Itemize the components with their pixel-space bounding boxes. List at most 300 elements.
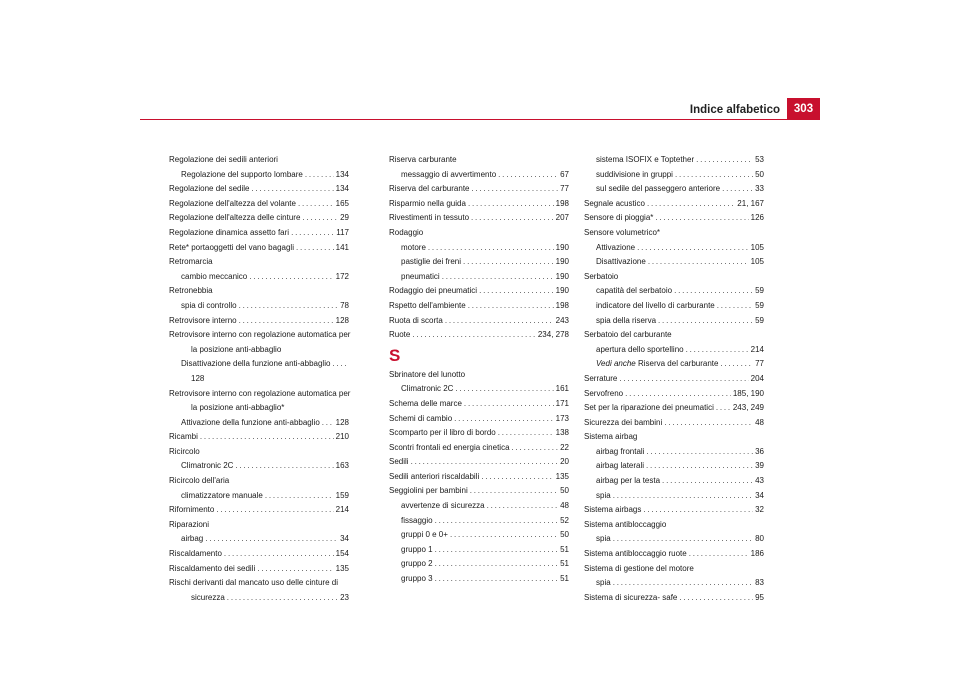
entry-label: gruppi 0 e 0+ — [401, 530, 448, 540]
dot-leader — [265, 489, 334, 504]
entry-label: Rifornimento — [169, 505, 215, 515]
index-subentry — [169, 299, 349, 314]
page-ref: 22 — [560, 442, 569, 452]
page-ref: 33 — [755, 184, 764, 194]
index-heading — [389, 153, 569, 168]
index-subentry — [584, 255, 764, 270]
index-continuation — [169, 372, 349, 387]
entry-label: Ruote — [389, 330, 411, 340]
entry-label: gruppo 1 — [401, 544, 433, 554]
dot-leader — [662, 474, 753, 489]
dot-leader — [257, 562, 333, 577]
page-ref: 190 — [555, 286, 569, 296]
page-ref: 117 — [336, 227, 349, 237]
entry-label: Ruota di scorta — [389, 315, 443, 325]
index-entry — [169, 241, 349, 256]
dot-leader — [442, 270, 554, 285]
index-entry — [584, 197, 764, 212]
index-entry — [389, 441, 569, 456]
index-entry — [389, 284, 569, 299]
dot-leader — [205, 532, 338, 547]
index-entry — [389, 426, 569, 441]
index-entry — [169, 314, 349, 329]
header-rule — [140, 119, 820, 120]
entry-label: spia — [596, 578, 611, 588]
dot-leader — [647, 197, 735, 212]
page-ref: 32 — [755, 505, 764, 515]
entry-label: Rete* portaoggetti del vano bagagli — [169, 242, 294, 252]
page-ref: 52 — [560, 515, 569, 525]
dot-leader — [696, 153, 753, 168]
index-entry — [169, 503, 349, 518]
index-entry — [584, 503, 764, 518]
section-letter: S — [389, 345, 401, 365]
index-subentry — [584, 168, 764, 183]
entry-label: Riserva carburante — [389, 155, 457, 164]
page-ref: 198 — [555, 300, 569, 310]
dot-leader — [252, 182, 334, 197]
index-subentry — [584, 459, 764, 474]
dot-leader — [674, 284, 753, 299]
entry-label: suddivisione in gruppi — [596, 169, 673, 179]
index-subentry — [389, 528, 569, 543]
index-heading — [169, 576, 349, 591]
entry-label: Riscaldamento — [169, 549, 222, 559]
dot-leader — [613, 489, 753, 504]
index-entry — [169, 562, 349, 577]
dot-leader — [619, 372, 748, 387]
page-ref: 50 — [560, 530, 569, 540]
entry-label: Servofreno — [584, 388, 624, 398]
dot-leader — [470, 484, 558, 499]
entry-label: Segnale acustico — [584, 198, 645, 208]
page-ref: 48 — [755, 417, 764, 427]
entry-label: Sistema antibloccaggio ruote — [584, 549, 687, 559]
dot-leader — [658, 314, 753, 329]
index-entry — [389, 484, 569, 499]
index-subentry — [584, 343, 764, 358]
page-ref: 29 — [340, 213, 349, 223]
index-column-3 — [584, 153, 764, 605]
index-subentry — [584, 284, 764, 299]
entry-label: Scontri frontali ed energia cinetica — [389, 442, 510, 452]
entry-label: capatità del serbatoio — [596, 286, 673, 296]
page-ref: 51 — [560, 544, 569, 554]
entry-label: Retrovisore interno con regolazione automatica per — [169, 388, 351, 398]
page-ref: 83 — [755, 578, 764, 588]
index-subentry — [584, 445, 764, 460]
page-ref: 78 — [340, 300, 349, 310]
entry-label: climatizzatore manuale — [181, 490, 263, 500]
index-entry — [169, 211, 349, 226]
index-entry — [389, 328, 569, 343]
entry-label: Sistema di gestione del motore — [584, 563, 694, 573]
page-ref: 39 — [755, 461, 764, 471]
index-subentry — [584, 489, 764, 504]
page-ref: 126 — [750, 213, 764, 223]
dot-leader — [686, 343, 749, 358]
dot-leader — [643, 503, 753, 518]
index-entry — [169, 197, 349, 212]
index-subentry — [169, 591, 349, 606]
index-entry — [389, 182, 569, 197]
index-subentry — [584, 182, 764, 197]
page-ref: 234, 278 — [537, 330, 569, 340]
entry-label: Schema delle marce — [389, 398, 462, 408]
index-subentry — [584, 153, 764, 168]
page-ref: 171 — [555, 398, 569, 408]
entry-label: messaggio di avvertimento — [401, 169, 497, 179]
dot-leader — [717, 299, 753, 314]
dot-leader — [720, 357, 753, 372]
dot-leader — [613, 576, 753, 591]
entry-label: Rodaggio — [389, 227, 424, 237]
entry-label: Riscaldamento dei sedili — [169, 563, 256, 573]
index-heading — [169, 328, 349, 343]
page-ref: 243 — [555, 315, 569, 325]
dot-leader — [479, 284, 554, 299]
page-number-badge: 303 — [787, 98, 820, 119]
index-subentry — [389, 543, 569, 558]
index-heading — [169, 255, 349, 270]
page-ref: 207 — [555, 213, 569, 223]
index-subentry — [389, 514, 569, 529]
page-ref: 190 — [555, 242, 569, 252]
entry-label: la posizione anti-abbaglio* — [191, 403, 285, 413]
entry-label: Ricambi — [169, 432, 198, 442]
dot-leader — [200, 430, 334, 445]
dot-leader — [689, 547, 749, 562]
page-header-title: Indice alfabetico — [689, 104, 780, 116]
page-ref: 186 — [750, 549, 764, 559]
dot-leader — [471, 182, 558, 197]
page-ref: 210 — [335, 432, 349, 442]
entry-label: Disattivazione della funzione anti-abbaglio — [181, 359, 331, 369]
entry-label: Sistema airbags — [584, 505, 642, 515]
index-subentry — [584, 576, 764, 591]
see-also-label: Vedi anche — [596, 359, 636, 369]
index-subentry — [584, 314, 764, 329]
dot-leader — [239, 299, 339, 314]
entry-label: Sistema di sicurezza- safe — [584, 592, 678, 602]
entry-label: cambio meccanico — [181, 271, 248, 281]
entry-label: Sensore di pioggia* — [584, 213, 654, 223]
dot-leader — [679, 591, 753, 606]
dot-leader — [487, 499, 559, 514]
page-ref: 48 — [560, 501, 569, 511]
entry-label: Rodaggio dei pneumatici — [389, 286, 478, 296]
dot-leader — [498, 168, 558, 183]
dot-leader — [637, 241, 749, 256]
index-subentry — [389, 241, 569, 256]
entry-label: Retromarcia — [169, 257, 213, 267]
page-ref: 34 — [755, 490, 764, 500]
entry-label — [596, 357, 718, 372]
entry-label: Seggiolini per bambini — [389, 486, 468, 496]
index-entry — [584, 387, 764, 402]
index-column-1 — [169, 153, 349, 605]
entry-label: Retrovisore interno con regolazione automatica per — [169, 330, 351, 340]
page-ref: 59 — [755, 300, 764, 310]
entry-label: gruppo 2 — [401, 559, 433, 569]
entry-label: Sedili anteriori riscaldabili — [389, 471, 480, 481]
page-ref: 105 — [750, 257, 764, 267]
dot-leader — [322, 416, 334, 431]
entry-label: Sistema airbag — [584, 432, 638, 442]
dot-leader — [481, 470, 553, 485]
index-subentry — [169, 459, 349, 474]
index-subentry — [169, 489, 349, 504]
entry-label: la posizione anti-abbaglio — [191, 344, 282, 354]
dot-leader — [332, 357, 347, 372]
page-ref: 190 — [555, 271, 569, 281]
index-heading — [169, 387, 349, 402]
entry-label: spia di controllo — [181, 300, 237, 310]
page-ref: 67 — [560, 169, 569, 179]
dot-leader — [249, 270, 333, 285]
dot-leader — [296, 241, 334, 256]
entry-label: Sicurezza dei bambini — [584, 417, 663, 427]
dot-leader — [302, 211, 338, 226]
dot-leader — [239, 314, 334, 329]
entry-label: Sensore volumetrico* — [584, 227, 661, 237]
index-entry — [584, 416, 764, 431]
page-ref: 50 — [560, 486, 569, 496]
page-ref: 134 — [335, 184, 349, 194]
index-entry — [389, 211, 569, 226]
dot-leader — [435, 557, 559, 572]
index-subentry — [389, 255, 569, 270]
index-heading — [389, 226, 569, 241]
entry-label: Rivestimenti in tessuto — [389, 213, 470, 223]
dot-leader — [464, 397, 554, 412]
index-continuation — [169, 401, 349, 416]
page-ref: 77 — [755, 359, 764, 369]
page-ref: 21, 167 — [737, 198, 764, 208]
entry-label: Risparmio nella guida — [389, 198, 466, 208]
entry-label: Regolazione dinamica assetto fari — [169, 227, 290, 237]
dot-leader — [512, 441, 559, 456]
dot-leader — [235, 459, 333, 474]
dot-leader — [216, 503, 333, 518]
entry-label: spia — [596, 534, 611, 544]
page-ref: 154 — [335, 549, 349, 559]
page-ref: 50 — [755, 169, 764, 179]
index-continuation — [169, 343, 349, 358]
entry-label: Sistema antibloccaggio — [584, 519, 667, 529]
page-ref: 165 — [335, 198, 349, 208]
dot-leader — [471, 211, 554, 226]
dot-leader — [428, 241, 554, 256]
entry-label: Regolazione dei sedili anteriori — [169, 155, 278, 164]
page-ref: 198 — [555, 198, 569, 208]
index-subentry — [169, 357, 349, 372]
entry-label: spia — [596, 490, 611, 500]
index-subentry — [169, 168, 349, 183]
entry-label: apertura dello sportellino — [596, 344, 684, 354]
dot-leader — [498, 426, 554, 441]
page-ref: 34 — [340, 534, 349, 544]
index-entry — [389, 299, 569, 314]
index-heading — [584, 518, 764, 533]
index-entry — [584, 401, 764, 416]
index-entry — [389, 197, 569, 212]
dot-leader — [646, 445, 753, 460]
entry-label: Regolazione dell'altezza del volante — [169, 198, 296, 208]
entry-label: indicatore del livello di carburante — [596, 300, 715, 310]
index-entry — [584, 211, 764, 226]
entry-label: airbag — [181, 534, 204, 544]
index-entry — [169, 182, 349, 197]
entry-label: Ricircolo dell'aria — [169, 476, 230, 486]
entry-label: gruppo 3 — [401, 574, 433, 584]
entry-label: Climatronic 2C — [181, 461, 234, 471]
index-heading — [169, 284, 349, 299]
page-ref: 243, 249 — [732, 403, 764, 413]
dot-leader — [305, 168, 334, 183]
entry-label: Ricircolo — [169, 446, 200, 456]
dot-leader — [224, 547, 334, 562]
entry-label: Climatronic 2C — [401, 384, 454, 394]
dot-leader — [455, 382, 553, 397]
index-heading — [584, 270, 764, 285]
index-heading — [169, 153, 349, 168]
index-subentry — [584, 299, 764, 314]
entry-label: Rischi derivanti dal mancato uso delle cinture di — [169, 578, 338, 588]
index-subentry — [584, 357, 764, 372]
dot-leader — [722, 182, 753, 197]
index-entry — [169, 226, 349, 241]
index-heading — [169, 518, 349, 533]
entry-label: avvertenze di sicurezza — [401, 501, 485, 511]
page-ref: 173 — [555, 413, 569, 423]
page-ref: 214 — [335, 505, 349, 515]
index-entry — [389, 455, 569, 470]
page-ref: 53 — [755, 155, 764, 164]
dot-leader — [468, 299, 554, 314]
index-subentry — [389, 499, 569, 514]
index-entry — [169, 430, 349, 445]
entry-label: sistema ISOFIX e Toptether — [596, 155, 695, 164]
entry-label: Retrovisore interno — [169, 315, 237, 325]
entry-label: Sedili — [389, 457, 409, 467]
page-ref: 80 — [755, 534, 764, 544]
dot-leader — [625, 387, 731, 402]
index-heading — [169, 445, 349, 460]
entry-label: Serbatoio — [584, 271, 619, 281]
page-ref: 138 — [555, 428, 569, 438]
dot-leader — [412, 328, 536, 343]
entry-label: Attivazione — [596, 242, 636, 252]
page-ref: 77 — [560, 184, 569, 194]
entry-label: Regolazione dell'altezza delle cinture — [169, 213, 301, 223]
dot-leader — [298, 197, 334, 212]
page-ref: 135 — [335, 563, 349, 573]
page-ref: 95 — [755, 592, 764, 602]
index-entry — [389, 412, 569, 427]
entry-label: sicurezza — [191, 592, 225, 602]
page-ref: 36 — [755, 446, 764, 456]
entry-label: Riparazioni — [169, 519, 210, 529]
page-ref: 20 — [560, 457, 569, 467]
index-heading — [389, 368, 569, 383]
index-subentry — [389, 382, 569, 397]
page-ref: 105 — [750, 242, 764, 252]
page-ref: 128 — [335, 315, 349, 325]
entry-label: spia della riserva — [596, 315, 657, 325]
page-ref: 185, 190 — [732, 388, 764, 398]
dot-leader — [435, 514, 559, 529]
entry-label: Retronebbia — [169, 286, 213, 296]
page-ref: 190 — [555, 257, 569, 267]
index-entry — [389, 470, 569, 485]
entry-label: Rspetto dell'ambiente — [389, 300, 466, 310]
entry-label: Schemi di cambio — [389, 413, 453, 423]
entry-label: sul sedile del passeggero anteriore — [596, 184, 721, 194]
dot-leader — [648, 255, 749, 270]
page-ref: 23 — [340, 592, 349, 602]
entry-label: airbag laterali — [596, 461, 645, 471]
dot-leader — [675, 168, 753, 183]
dot-leader — [227, 591, 338, 606]
entry-label: airbag frontali — [596, 446, 645, 456]
dot-leader — [411, 455, 559, 470]
entry-label: 128 — [191, 373, 205, 383]
entry-label: pneumatici — [401, 271, 440, 281]
page-ref: 59 — [755, 315, 764, 325]
entry-label: Regolazione del supporto lombare — [181, 169, 303, 179]
index-subentry — [169, 532, 349, 547]
index-subentry — [584, 474, 764, 489]
index-heading — [169, 474, 349, 489]
dot-leader — [463, 255, 554, 270]
dot-leader — [716, 401, 731, 416]
page-ref: 161 — [555, 384, 569, 394]
entry-label: Disattivazione — [596, 257, 646, 267]
entry-label: Regolazione del sedile — [169, 184, 250, 194]
page-ref: 159 — [335, 490, 349, 500]
entry-label: pastiglie dei freni — [401, 257, 462, 267]
dot-leader — [664, 416, 753, 431]
index-subentry — [584, 532, 764, 547]
index-subentry — [389, 270, 569, 285]
entry-label: airbag per la testa — [596, 476, 661, 486]
index-entry — [584, 372, 764, 387]
index-subentry — [389, 572, 569, 587]
page-ref: 134 — [335, 169, 349, 179]
entry-label: Serrature — [584, 373, 618, 383]
entry-label: Set per la riparazione dei pneumatici — [584, 403, 714, 413]
index-column-2 — [389, 153, 569, 587]
entry-label: Scomparto per il libro di bordo — [389, 428, 496, 438]
entry-label: Sbrinatore del lunotto — [389, 369, 466, 379]
dot-leader — [646, 459, 753, 474]
dot-leader — [291, 226, 334, 241]
index-subentry — [169, 270, 349, 285]
index-heading — [584, 562, 764, 577]
dot-leader — [435, 572, 559, 587]
index-heading — [584, 430, 764, 445]
index-entry — [169, 547, 349, 562]
page-ref: 51 — [560, 574, 569, 584]
page-ref: 141 — [335, 242, 349, 252]
page-ref: 214 — [750, 344, 764, 354]
index-heading — [584, 226, 764, 241]
index-subentry — [169, 416, 349, 431]
page-ref: 135 — [555, 471, 569, 481]
index-subentry — [389, 168, 569, 183]
page-ref: 172 — [335, 271, 349, 281]
